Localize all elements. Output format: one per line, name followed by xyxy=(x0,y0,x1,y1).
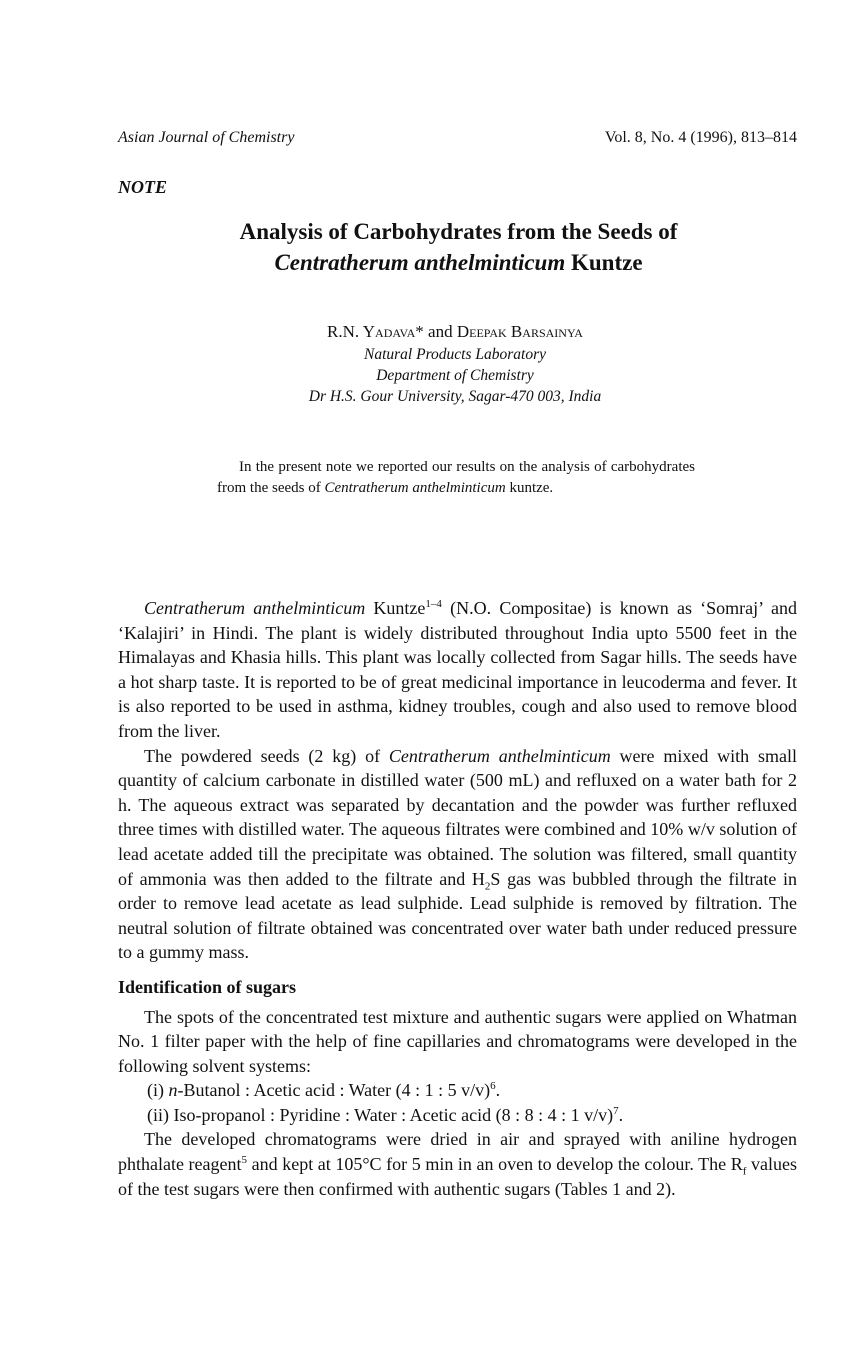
title-line-2 xyxy=(60,247,857,278)
extraction-post: S gas was bubbled through the filtrate in order to remove lead acetate as lead sulphide. Lead sulphide is removed by filtration. The neutral solution of filtrate obtained was concentrated over water bath under reduced pressure to a gummy mass. xyxy=(118,868,797,963)
affiliation-department: Department of Chemistry xyxy=(376,367,534,384)
solvent-system-2 xyxy=(118,1103,797,1128)
journal-name: Asian Journal of Chemistry xyxy=(118,129,295,146)
extraction-species: Centratherum anthelminticum xyxy=(388,745,611,766)
paragraph-extraction xyxy=(118,744,797,965)
intro-species: Centratherum anthelminticum xyxy=(144,598,366,618)
extraction-sub: 2 xyxy=(484,880,491,893)
title-kuntze: Kuntze xyxy=(565,250,643,275)
solvent-2-ref: 7 xyxy=(613,1104,619,1117)
developed-pre: The developed chromatograms were dried in air and sprayed with aniline hydrogen phthalate reagent xyxy=(118,1129,797,1175)
author-2: Deepak Barsainya xyxy=(456,322,583,341)
extraction-pre: The powdered seeds (2 kg) of xyxy=(144,745,389,766)
extraction-mid: were mixed with small quantity of calcium carbonate in distilled water (500 mL) and refluxed on a water bath for 2 h. The aqueous extract was separated by decantation and the powder was further refluxed three times with distilled water. The aqueous filtrates were combined and 10% w/v solution of lead acetate added till the precipitate was obtained. The solution was filtered, small quantity of ammonia was then added to the filtrate and H xyxy=(118,745,797,889)
solvent-1-num: (i) xyxy=(147,1080,169,1101)
developed-post: values of the test sugars were then confirmed with authentic sugars (Tables 1 and 2). xyxy=(118,1154,797,1199)
solvent-2-text: (ii) Iso-propanol : Pyridine : Water : Acetic acid (8 : 8 : 4 : 1 v/v) xyxy=(147,1104,614,1125)
intro-text: (N.O. Compositae) is known as ‘Somraj’ and ‘Kalajiri’ in Hindi. The plant is widely distributed throughout India upto 5500 feet in the Himalayas and Khasia hills. This plant was locally collected from Sagar hills. The seeds have a hot sharp taste. It is reported to be of great medicinal importance in leucoderma and fever. It is also reported to be used in asthma, kidney troubles, cough and also used to remove blood from the liver. xyxy=(118,598,798,741)
developed-sub: f xyxy=(742,1165,747,1178)
section-heading: Identification of sugars xyxy=(118,976,297,997)
author-1: R.N. Yadava* xyxy=(327,322,424,341)
author-and: and xyxy=(423,322,457,341)
solvent-1-ref: 6 xyxy=(490,1080,496,1093)
solvent-system-1 xyxy=(118,1078,797,1103)
developed-ref: 5 xyxy=(241,1154,248,1167)
abstract-text-pre: In the present note we reported our results on the analysis of carbohydrates from the seeds of xyxy=(217,459,695,496)
article-body xyxy=(118,596,797,1201)
paragraph-developed xyxy=(118,1127,797,1201)
title-line-1: Analysis of Carbohydrates from the Seeds of xyxy=(239,219,678,244)
author-list xyxy=(0,322,867,342)
abstract-species: Centratherum anthelminticum xyxy=(324,480,506,496)
solvent-1-text: -Butanol : Acetic acid : Water (4 : 1 : 5 v/v) xyxy=(177,1080,491,1101)
affiliation-lab: Natural Products Laboratory xyxy=(364,346,546,363)
solvent-1-n: n xyxy=(168,1080,178,1101)
paragraph-intro xyxy=(118,596,797,744)
title-species: Centratherum anthelminticum xyxy=(274,250,566,275)
section-label: NOTE xyxy=(118,177,167,197)
volume-info: Vol. 8, No. 4 (1996), 813–814 xyxy=(604,129,797,146)
intro-ref: 1–4 xyxy=(425,598,442,610)
paragraph-spots: The spots of the concentrated test mixture and authentic sugars were applied on Whatman No. 1 filter paper with the help of fine capillaries and chromatograms were developed in the following solvent systems: xyxy=(118,1006,797,1076)
abstract xyxy=(217,457,695,499)
intro-kuntze: Kuntze xyxy=(365,598,426,618)
developed-mid: and kept at 105°C for 5 min in an oven to develop the colour. The R xyxy=(247,1154,743,1175)
solvent-1-end: . xyxy=(495,1080,501,1101)
paper-title xyxy=(60,216,857,278)
solvent-2-end: . xyxy=(618,1104,624,1125)
abstract-text-post: kuntze. xyxy=(505,480,554,496)
affiliation-university: Dr H.S. Gour University, Sagar-470 003, India xyxy=(308,388,602,405)
